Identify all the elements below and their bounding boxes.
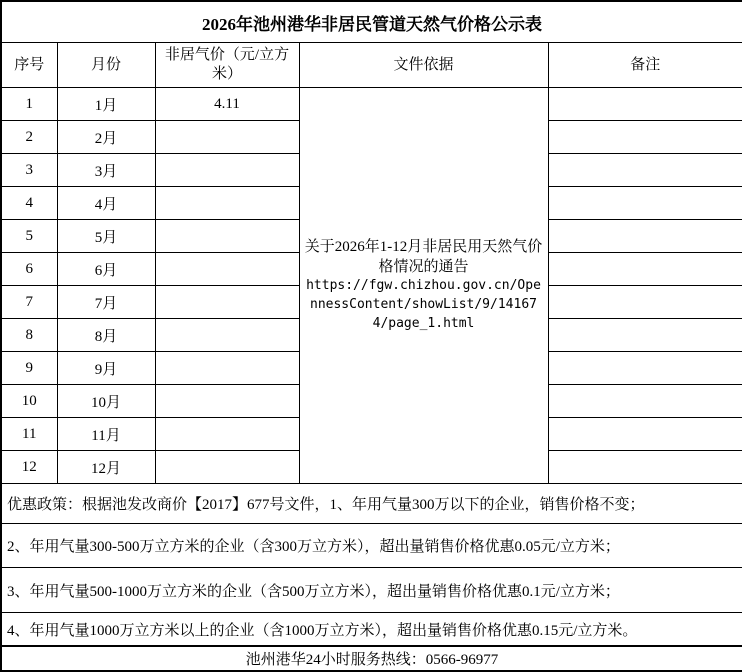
row-number-cell: 5 [1, 220, 57, 253]
header-cell-basis: 文件依据 [299, 43, 548, 88]
page-title: 2026年池州港华非居民管道天然气价格公示表 [1, 1, 742, 43]
policy-text: 优惠政策：根据池发改商价【2017】677号文件，1、年用气量300万以下的企业，销售价格不变； [1, 484, 742, 524]
policy-text: 3、年用气量500-1000万立方米的企业（含500万立方米），超出量销售价格优惠0.1元/立方米； [1, 568, 742, 613]
policy-row [1, 568, 742, 613]
row-number-cell: 1 [1, 88, 57, 121]
month-cell: 7月 [57, 286, 155, 319]
basis-notice-text: 关于2026年1-12月非居民用天然气价格情况的通告 [304, 238, 543, 276]
policy-text: 4、年用气量1000万立方米以上的企业（含1000万立方米），超出量销售价格优惠0.15元/立方米。 [1, 613, 742, 647]
footer-row [1, 646, 742, 671]
remark-cell [548, 88, 742, 121]
month-cell: 2月 [57, 121, 155, 154]
remark-cell [548, 451, 742, 484]
row-number-cell: 4 [1, 187, 57, 220]
header-cell-no: 序号 [1, 43, 57, 88]
row-number-cell: 2 [1, 121, 57, 154]
price-cell [155, 121, 299, 154]
month-cell: 4月 [57, 187, 155, 220]
price-cell [155, 451, 299, 484]
remark-cell [548, 385, 742, 418]
remark-cell [548, 220, 742, 253]
service-hotline-text: 池州港华24小时服务热线：0566-96977 [1, 646, 742, 671]
policy-row [1, 613, 742, 647]
month-cell: 5月 [57, 220, 155, 253]
month-cell: 3月 [57, 154, 155, 187]
table-header-row [1, 43, 742, 88]
remark-cell [548, 286, 742, 319]
remark-cell [548, 121, 742, 154]
row-number-cell: 7 [1, 286, 57, 319]
document-basis-cell [299, 88, 548, 484]
price-cell [155, 385, 299, 418]
month-cell: 8月 [57, 319, 155, 352]
remark-cell [548, 154, 742, 187]
month-cell: 6月 [57, 253, 155, 286]
price-cell [155, 253, 299, 286]
row-number-cell: 8 [1, 319, 57, 352]
price-cell [155, 187, 299, 220]
policy-row [1, 524, 742, 568]
policy-text: 2、年用气量300-500万立方米的企业（含300万立方米），超出量销售价格优惠0.05元/立方米； [1, 524, 742, 568]
remark-cell [548, 253, 742, 286]
remark-cell [548, 187, 742, 220]
row-number-cell: 10 [1, 385, 57, 418]
month-cell: 12月 [57, 451, 155, 484]
row-number-cell: 6 [1, 253, 57, 286]
row-number-cell: 9 [1, 352, 57, 385]
remark-cell [548, 319, 742, 352]
price-cell [155, 418, 299, 451]
month-cell: 11月 [57, 418, 155, 451]
remark-cell [548, 418, 742, 451]
basis-url-text: https://fgw.chizhou.gov.cn/OpennessContent/showList/9/141674/page_1.html [306, 278, 541, 332]
price-cell: 4.11 [155, 88, 299, 121]
header-cell-month: 月份 [57, 43, 155, 88]
price-cell [155, 352, 299, 385]
policy-row [1, 484, 742, 524]
price-cell [155, 319, 299, 352]
month-cell: 1月 [57, 88, 155, 121]
price-cell [155, 154, 299, 187]
table-row [1, 88, 742, 121]
header-cell-remark: 备注 [548, 43, 742, 88]
month-cell: 10月 [57, 385, 155, 418]
row-number-cell: 12 [1, 451, 57, 484]
month-cell: 9月 [57, 352, 155, 385]
table-title-row [1, 1, 742, 43]
price-cell [155, 286, 299, 319]
row-number-cell: 11 [1, 418, 57, 451]
header-cell-price: 非居气价（元/立方米） [155, 43, 299, 88]
remark-cell [548, 352, 742, 385]
price-cell [155, 220, 299, 253]
row-number-cell: 3 [1, 154, 57, 187]
